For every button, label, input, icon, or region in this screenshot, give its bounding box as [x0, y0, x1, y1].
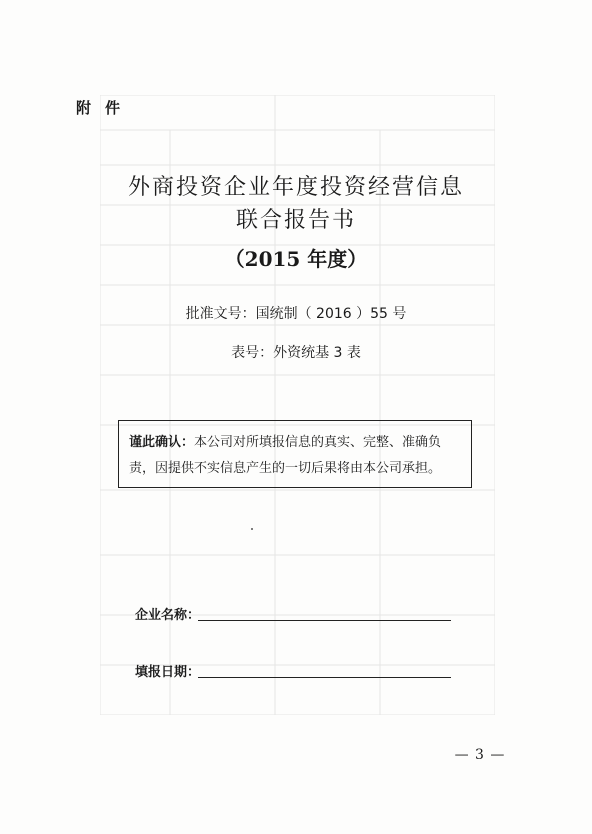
attachment-label: 附件	[76, 99, 135, 117]
confirmation-box	[118, 420, 472, 488]
report-title-continued: 联合报告书	[235, 208, 356, 233]
report-title: 外商投资企业年度投资经营信息	[127, 175, 464, 200]
report-year: （2015 年度）	[224, 247, 368, 271]
company-name-label: 企业名称：	[135, 608, 201, 623]
confirmation-text: 本公司对所填报信息的真实、完整、准确负责，因提供不实信息产生的一切后果将由本公司承担。	[129, 435, 442, 476]
page-number: — 3 —	[454, 747, 506, 763]
approval-number: 批准文号：国统制（ 2016 ）55 号	[185, 306, 407, 322]
company-name-field[interactable]	[198, 620, 451, 621]
confirmation-lead: 谨此确认：	[129, 435, 195, 450]
fill-date-label: 填报日期：	[135, 665, 201, 680]
fill-date-field[interactable]	[198, 677, 451, 678]
stray-dot	[251, 528, 253, 530]
form-number: 表号：外资统基 3 表	[231, 345, 361, 361]
